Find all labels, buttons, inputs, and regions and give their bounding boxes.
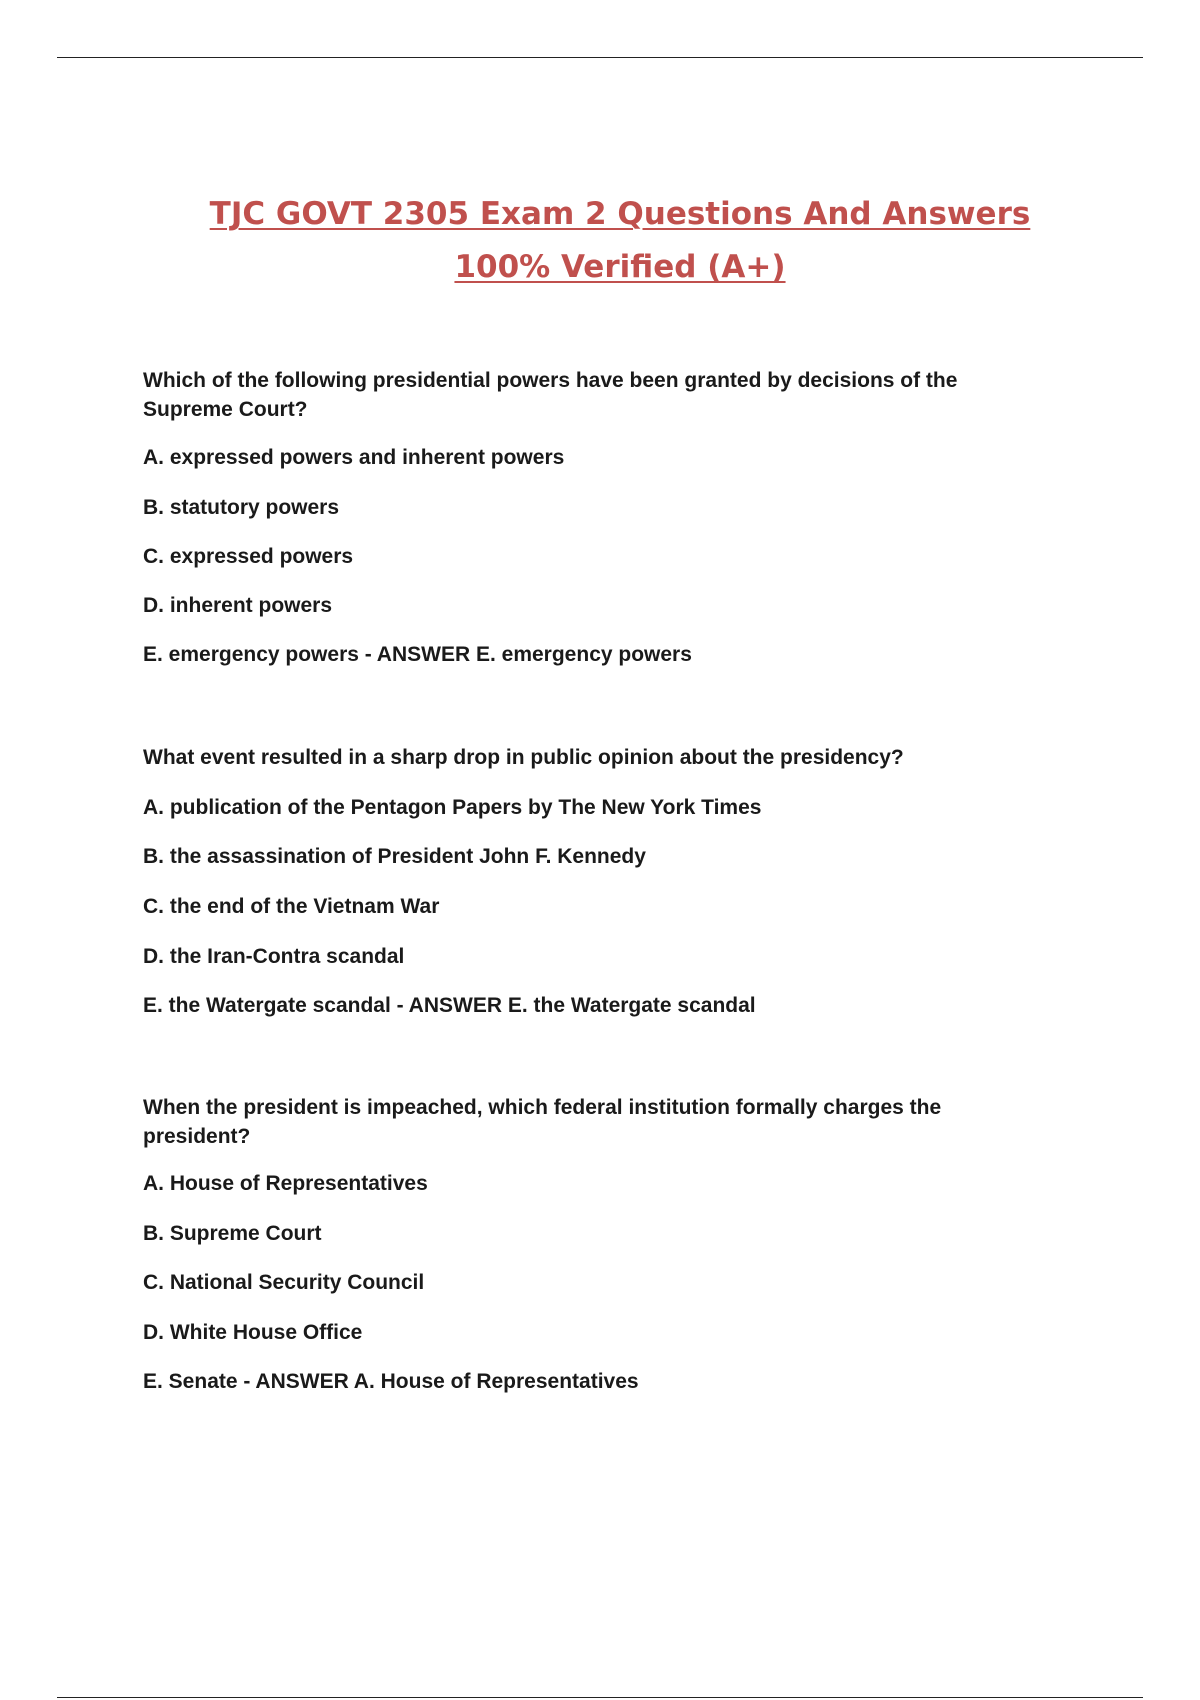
bottom-rule [57, 1697, 1143, 1698]
answer-option: A. expressed powers and inherent powers [143, 446, 565, 469]
answer-option: C. the end of the Vietnam War [143, 895, 440, 918]
top-rule [57, 57, 1143, 58]
answer-option: A. publication of the Pentagon Papers by The New York Times [143, 796, 762, 819]
question-block-1 [143, 366, 1043, 666]
answer-option: C. National Security Council [143, 1271, 425, 1294]
question-text: Which of the following presidential powers have been granted by decisions of the Supreme Court? [143, 369, 958, 421]
answer-option: E. emergency powers - ANSWER E. emergency powers [143, 643, 692, 666]
question-text: When the president is impeached, which federal institution formally charges the president? [143, 1096, 942, 1148]
answer-option: D. inherent powers [143, 594, 333, 617]
document-title [150, 188, 1090, 294]
title-line-2: 100% Verified (A+) [454, 249, 786, 285]
answer-option: D. White House Office [143, 1321, 363, 1344]
question-block-3 [143, 1093, 1043, 1393]
title-line-1: TJC GOVT 2305 Exam 2 Questions And Answers [209, 196, 1031, 232]
question-text: What event resulted in a sharp drop in public opinion about the presidency? [143, 746, 904, 769]
question-block-2 [143, 743, 1043, 1017]
answer-option: C. expressed powers [143, 545, 354, 568]
answer-option: B. statutory powers [143, 496, 340, 519]
answer-option: A. House of Representatives [143, 1172, 428, 1195]
answer-option: E. Senate - ANSWER A. House of Representatives [143, 1370, 639, 1393]
answer-option: B. the assassination of President John F. Kennedy [143, 845, 646, 868]
answer-option: B. Supreme Court [143, 1222, 322, 1245]
answer-option: E. the Watergate scandal - ANSWER E. the Watergate scandal [143, 994, 756, 1017]
answer-option: D. the Iran-Contra scandal [143, 945, 405, 968]
